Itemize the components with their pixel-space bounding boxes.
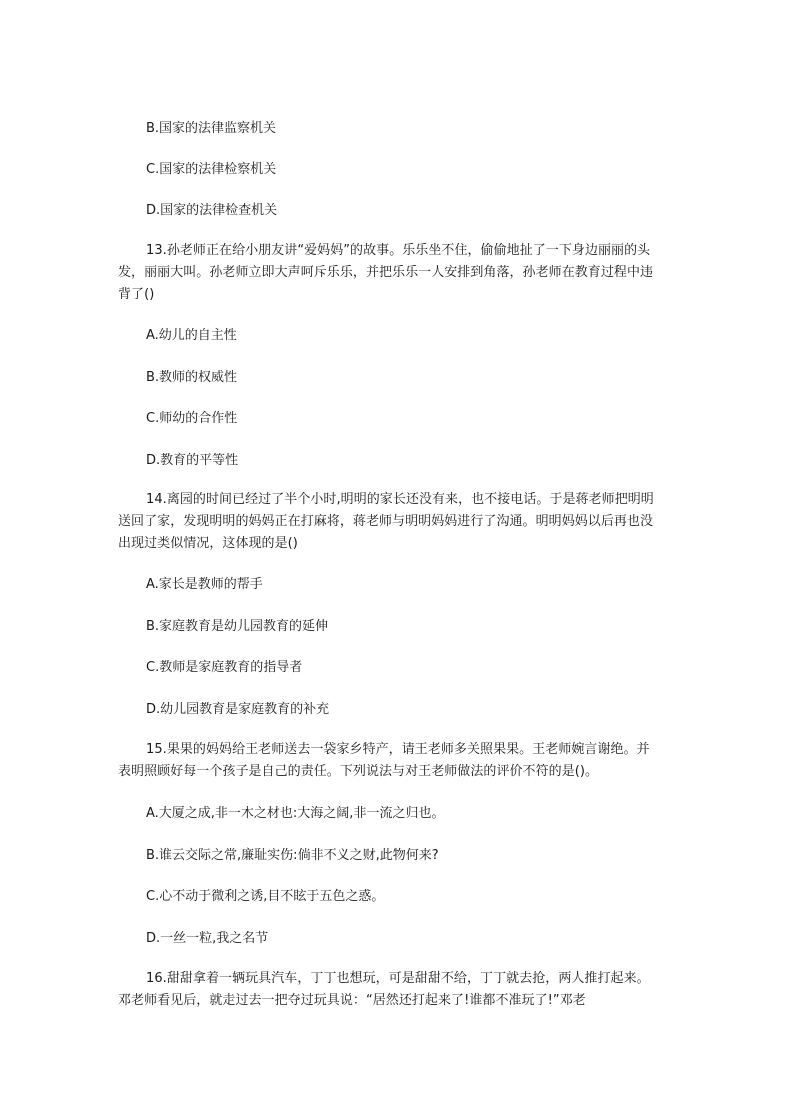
q16-stem: 16.甜甜拿着一辆玩具汽车，丁丁也想玩，可是甜甜不给，丁丁就去抢，两人推打起来。邓老师看见后，就走过去一把夺过玩具说：“居然还打起来了!谁都不准玩了!”邓老	[118, 971, 650, 1008]
q15-stem: 15.果果的妈妈给王老师送去一袋家乡特产，请王老师多关照果果。王老师婉言谢绝。并表明照顾好每一个孩子是自己的责任。下列说法与对王老师做法的评价不符的是()。	[118, 742, 650, 779]
q14-option-c: C.教师是家庭教育的指导者	[146, 660, 303, 675]
q13-option-c: C.师幼的合作性	[146, 411, 238, 426]
q15-option-d: D.一丝一粒,我之名节	[146, 931, 269, 946]
q12-option-c: C.国家的法律检察机关	[146, 162, 277, 177]
q14-option-b: B.家庭教育是幼儿园教育的延伸	[146, 619, 329, 634]
q14-option-a: A.家长是教师的帮手	[146, 577, 263, 592]
q12-option-b: B.国家的法律监察机关	[146, 121, 277, 136]
q13-option-d: D.教育的平等性	[146, 453, 239, 468]
q13-stem: 13.孙老师正在给小朋友讲“爱妈妈”的故事。乐乐坐不住，偷偷地扯了一下身边丽丽的头发，丽丽大叫。孙老师立即大声呵斥乐乐，并把乐乐一人安排到角落，孙老师在教育过程中违背了()	[118, 243, 654, 302]
q12-option-d: D.国家的法律检查机关	[146, 203, 278, 218]
q14-option-d: D.幼儿园教育是家庭教育的补充	[146, 702, 330, 717]
q14-stem: 14.离园的时间已经过了半个小时,明明的家长还没有来，也不接电话。于是蒋老师把明明送回了家，发现明明的妈妈正在打麻将，蒋老师与明明妈妈进行了沟通。明明妈妈以后再也没出现过类似情况，这体现的是()	[118, 492, 654, 551]
q15-option-a: A.大厦之成,非一木之材也:大海之阔,非一流之归也。	[146, 806, 445, 821]
q15-option-c: C.心不动于微利之诱,目不眩于五色之惑。	[146, 889, 385, 904]
q13-option-b: B.教师的权威性	[146, 370, 238, 385]
q15-option-b: B.谁云交际之常,廉耻实伤:倘非不义之财,此物何来?	[146, 848, 439, 863]
q13-option-a: A.幼儿的自主性	[146, 328, 237, 343]
